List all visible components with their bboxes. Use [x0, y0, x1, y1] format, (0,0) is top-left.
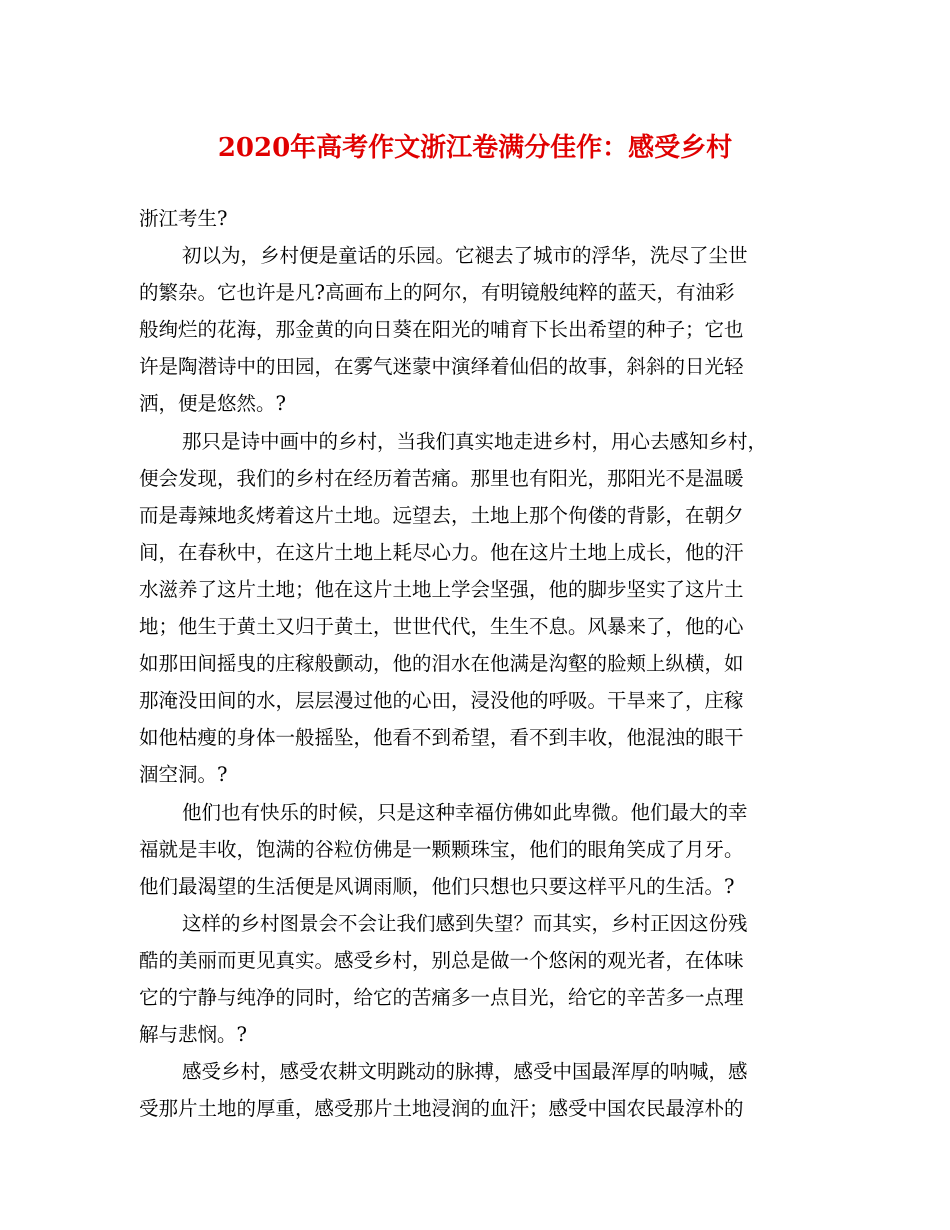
text-line: 如他枯瘦的身体一般摇坠，他看不到希望，看不到丰收，他混浊的眼干 — [139, 726, 744, 750]
text-line: 它的宁静与纯净的同时，给它的苦痛多一点目光，给它的辛苦多一点理 — [139, 985, 744, 1009]
text-line: 水滋养了这片土地；他在这片土地上学会坚强，他的脚步坚实了这片土 — [139, 577, 744, 601]
document-title: 2020年高考作文浙江卷满分佳作：感受乡村 — [217, 133, 733, 163]
text-line: 他们也有快乐的时候，只是这种幸福仿佛如此卑微。他们最大的幸 — [182, 800, 748, 824]
document-body — [139, 200, 819, 1127]
text-line: 这样的乡村图景会不会让我们感到失望？而其实，乡村正因这份残 — [182, 911, 748, 935]
text-line: 如那田间摇曳的庄稼般颤动，他的泪水在他满是沟壑的脸颊上纵横，如 — [139, 652, 744, 676]
text-line: 涸空洞。? — [139, 763, 228, 787]
text-line: 般绚烂的花海，那金黄的向日葵在阳光的哺育下长出希望的种子；它也 — [139, 318, 744, 342]
text-line: 酷的美丽而更见真实。感受乡村，别总是做一个悠闲的观光者，在体味 — [139, 948, 744, 972]
text-line: 感受乡村，感受农耕文明跳动的脉搏，感受中国最浑厚的呐喊，感 — [182, 1060, 748, 1084]
text-line: 解与悲悯。? — [139, 1023, 247, 1047]
text-line: 的繁杂。它也许是凡?高画布上的阿尔，有明镜般纯粹的蓝天，有油彩 — [139, 281, 735, 305]
text-line: 许是陶潜诗中的田园，在雾气迷蒙中演绎着仙侣的故事，斜斜的日光轻 — [139, 355, 744, 379]
text-line: 地；他生于黄土又归于黄土，世世代代，生生不息。风暴来了，他的心 — [139, 615, 744, 639]
text-line: 他们最渴望的生活便是风调雨顺，他们只想也只要这样平凡的生活。? — [139, 874, 735, 898]
text-line: 而是毒辣地炙烤着这片土地。远望去，土地上那个佝偻的背影，在朝夕 — [139, 503, 744, 527]
text-line: 初以为，乡村便是童话的乐园。它褪去了城市的浮华，洗尽了尘世 — [182, 244, 748, 268]
text-line: 福就是丰收，饱满的谷粒仿佛是一颗颗珠宝，他们的眼角笑成了月牙。 — [139, 837, 744, 861]
text-line: 间，在春秋中，在这片土地上耗尽心力。他在这片土地上成长，他的汗 — [139, 540, 744, 564]
text-line: 受那片土地的厚重，感受那片土地浸润的血汗；感受中国农民最淳朴的 — [139, 1097, 744, 1121]
text-line: 洒，便是悠然。? — [139, 392, 286, 416]
text-line: 那只是诗中画中的乡村，当我们真实地走进乡村，用心去感知乡村， — [182, 429, 768, 453]
text-line: 那淹没田间的水，层层漫过他的心田，浸没他的呼吸。干旱来了，庄稼 — [139, 689, 744, 713]
author-line: 浙江考生? — [139, 207, 228, 230]
text-line: 便会发现，我们的乡村在经历着苦痛。那里也有阳光，那阳光不是温暖 — [139, 466, 744, 490]
